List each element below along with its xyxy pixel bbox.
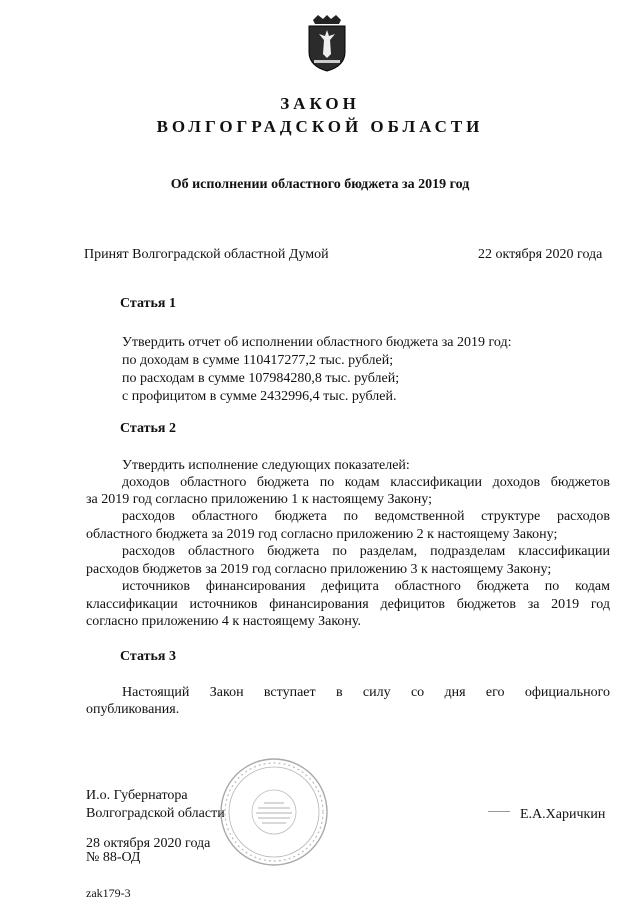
signatory-position-line2: Волгоградской области xyxy=(86,806,225,821)
article2-item4-line2: классификации источников финансирования дефицитов бюджетов за 2019 год xyxy=(86,597,610,612)
article1-heading: Статья 1 xyxy=(120,296,176,311)
article2-item2-line2: областного бюджета за 2019 год согласно приложению 2 к настоящему Закону; xyxy=(86,527,558,542)
document-code: zak179-3 xyxy=(86,886,131,900)
signing-date: 28 октября 2020 года xyxy=(86,836,211,851)
article2-intro: Утвердить исполнение следующих показателей: xyxy=(122,458,410,473)
article3-line2: опубликования. xyxy=(86,702,180,717)
article2-item2-line1: расходов областного бюджета по ведомственной структуре расходов xyxy=(122,509,610,524)
article3-heading: Статья 3 xyxy=(120,649,176,664)
article2-item4-line1: источников финансирования дефицита областного бюджета по кодам xyxy=(122,579,610,594)
article1-line: Утвердить отчет об исполнении областного бюджета за 2019 год: xyxy=(122,335,512,350)
official-seal-stamp xyxy=(218,756,330,868)
law-number: № 88-ОД xyxy=(86,850,141,865)
signatory-name: Е.А.Харичкин xyxy=(520,807,606,822)
law-subtitle: Об исполнении областного бюджета за 2019 год xyxy=(170,177,470,192)
article1-line: по доходам в сумме 110417277,2 тыс. рублей; xyxy=(122,353,394,368)
signatory-position-line1: И.о. Губернатора xyxy=(86,788,188,803)
signature-mark xyxy=(488,811,510,812)
article2-item1-line1: доходов областного бюджета по кодам классификации доходов бюджетов xyxy=(122,475,610,490)
article2-heading: Статья 2 xyxy=(120,421,176,436)
adoption-date: 22 октября 2020 года xyxy=(478,247,603,262)
article2-item1-line2: за 2019 год согласно приложению 1 к настоящему Закону; xyxy=(86,492,432,507)
article1-line: по расходам в сумме 107984280,8 тыс. рублей; xyxy=(122,371,400,386)
adopted-by: Принят Волгоградской областной Думой xyxy=(84,247,329,262)
article2-item4-line3: согласно приложению 4 к настоящему Закону. xyxy=(86,614,362,629)
article2-item3-line2: расходов бюджетов за 2019 год согласно приложению 3 к настоящему Закону; xyxy=(86,562,552,577)
region-title: ВОЛГОГРАДСКОЙ ОБЛАСТИ xyxy=(156,117,484,136)
coat-of-arms-icon xyxy=(305,14,349,72)
article3-line1: Настоящий Закон вступает в силу со дня его официального xyxy=(122,685,610,700)
article2-item3-line1: расходов областного бюджета по разделам, подразделам классификации xyxy=(122,544,610,559)
article1-line: с профицитом в сумме 2432996,4 тыс. рублей. xyxy=(122,389,397,404)
law-title: ЗАКОН xyxy=(280,94,360,113)
